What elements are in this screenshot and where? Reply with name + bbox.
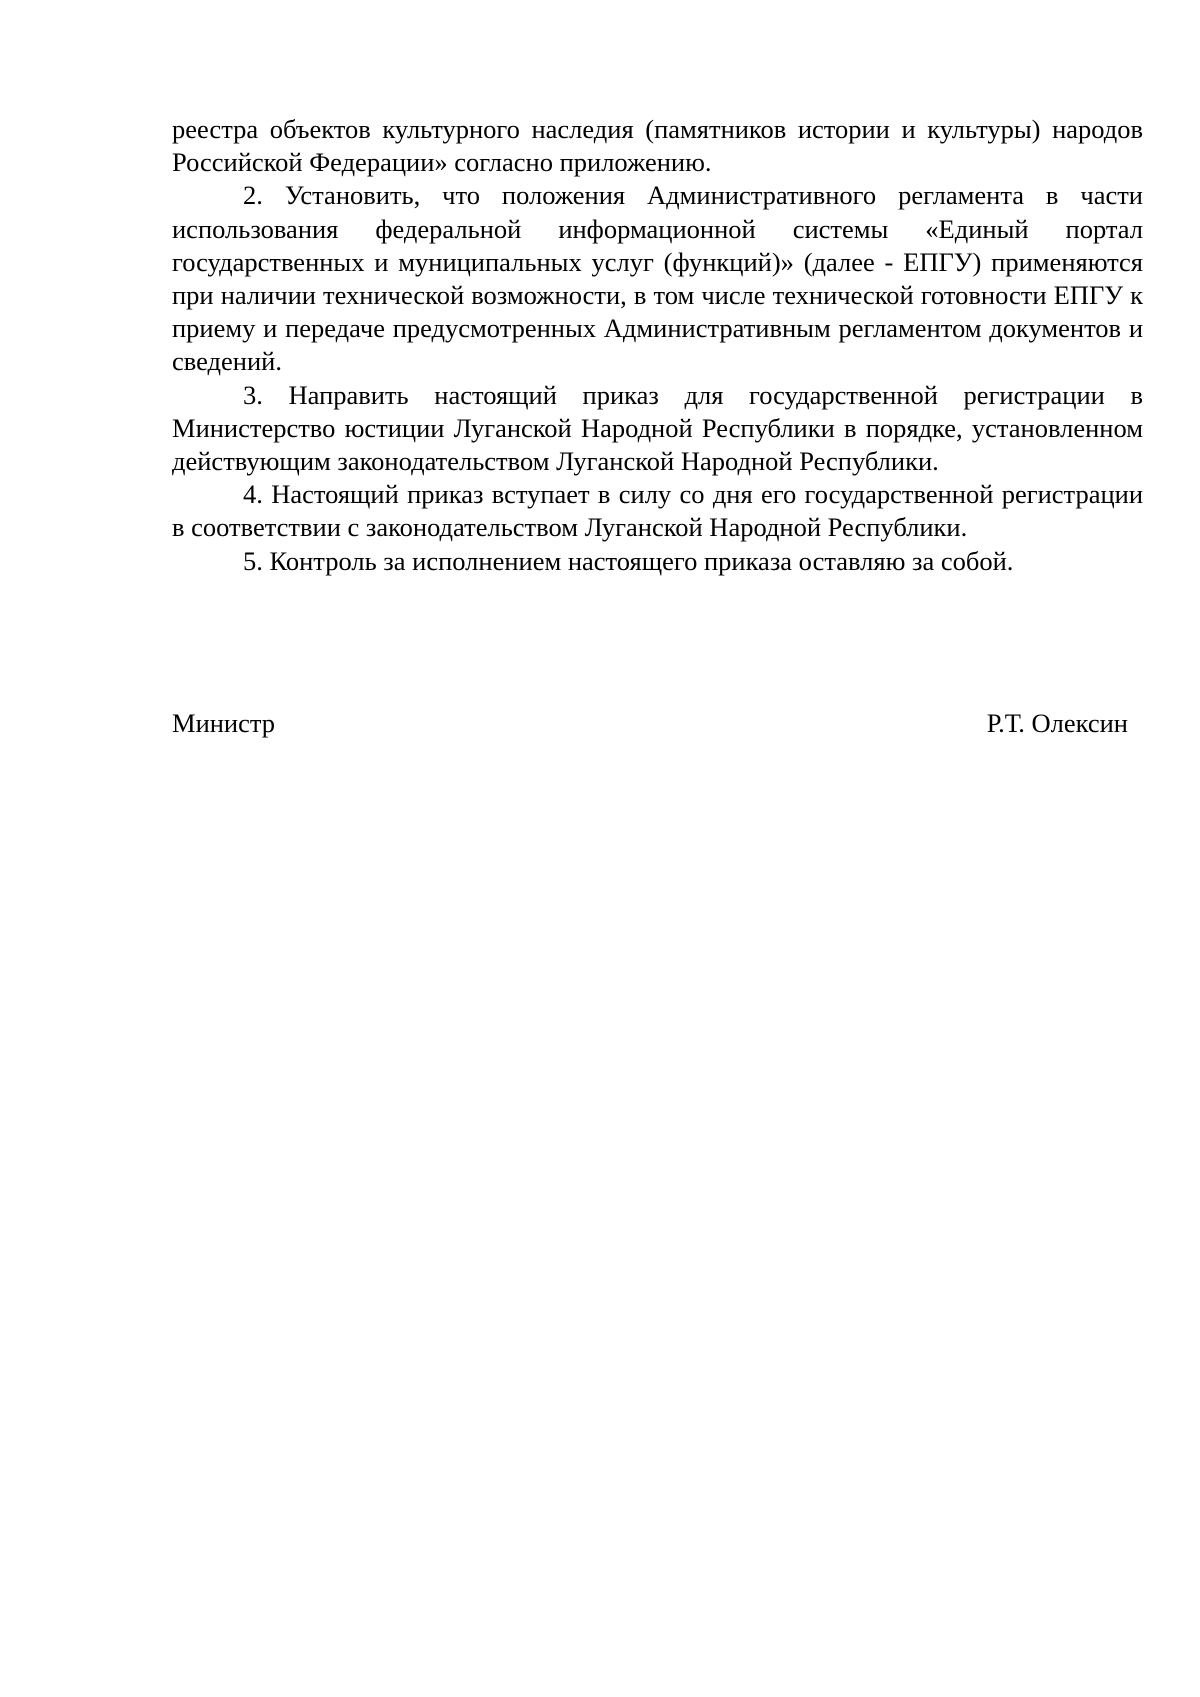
paragraph-item-2: 2. Установить, что положения Административного регламента в части использования федеральной информационной системы «Единый портал государственных и муниципальных услуг (функций)» (далее - ЕПГУ) применяются при наличии технической возможности, в том числе технической готовности ЕПГУ к приему и передаче предусмотренных Административным регламентом документов и сведений. xyxy=(172,180,1143,377)
paragraph-continuation: реестра объектов культурного наследия (памятников истории и культуры) народов Российской Федерации» согласно приложению. xyxy=(172,114,1143,178)
document-body xyxy=(172,113,1143,578)
signature-block xyxy=(172,707,1128,740)
paragraph-item-5: 5. Контроль за исполнением настоящего приказа оставляю за собой. xyxy=(243,545,1014,576)
paragraph-item-3: 3. Направить настоящий приказ для государственной регистрации в Министерство юстиции Луганской Народной Республики в порядке, установленном действующим законодательством Луганской Народной Республики. xyxy=(172,379,1143,477)
paragraph-item-4: 4. Настоящий приказ вступает в силу со дня его государственной регистрации в соответствии с законодательством Луганской Народной Республики. xyxy=(172,479,1143,543)
signatory-name: Р.Т. Олексин xyxy=(986,708,1128,738)
signatory-position: Министр xyxy=(172,708,276,738)
